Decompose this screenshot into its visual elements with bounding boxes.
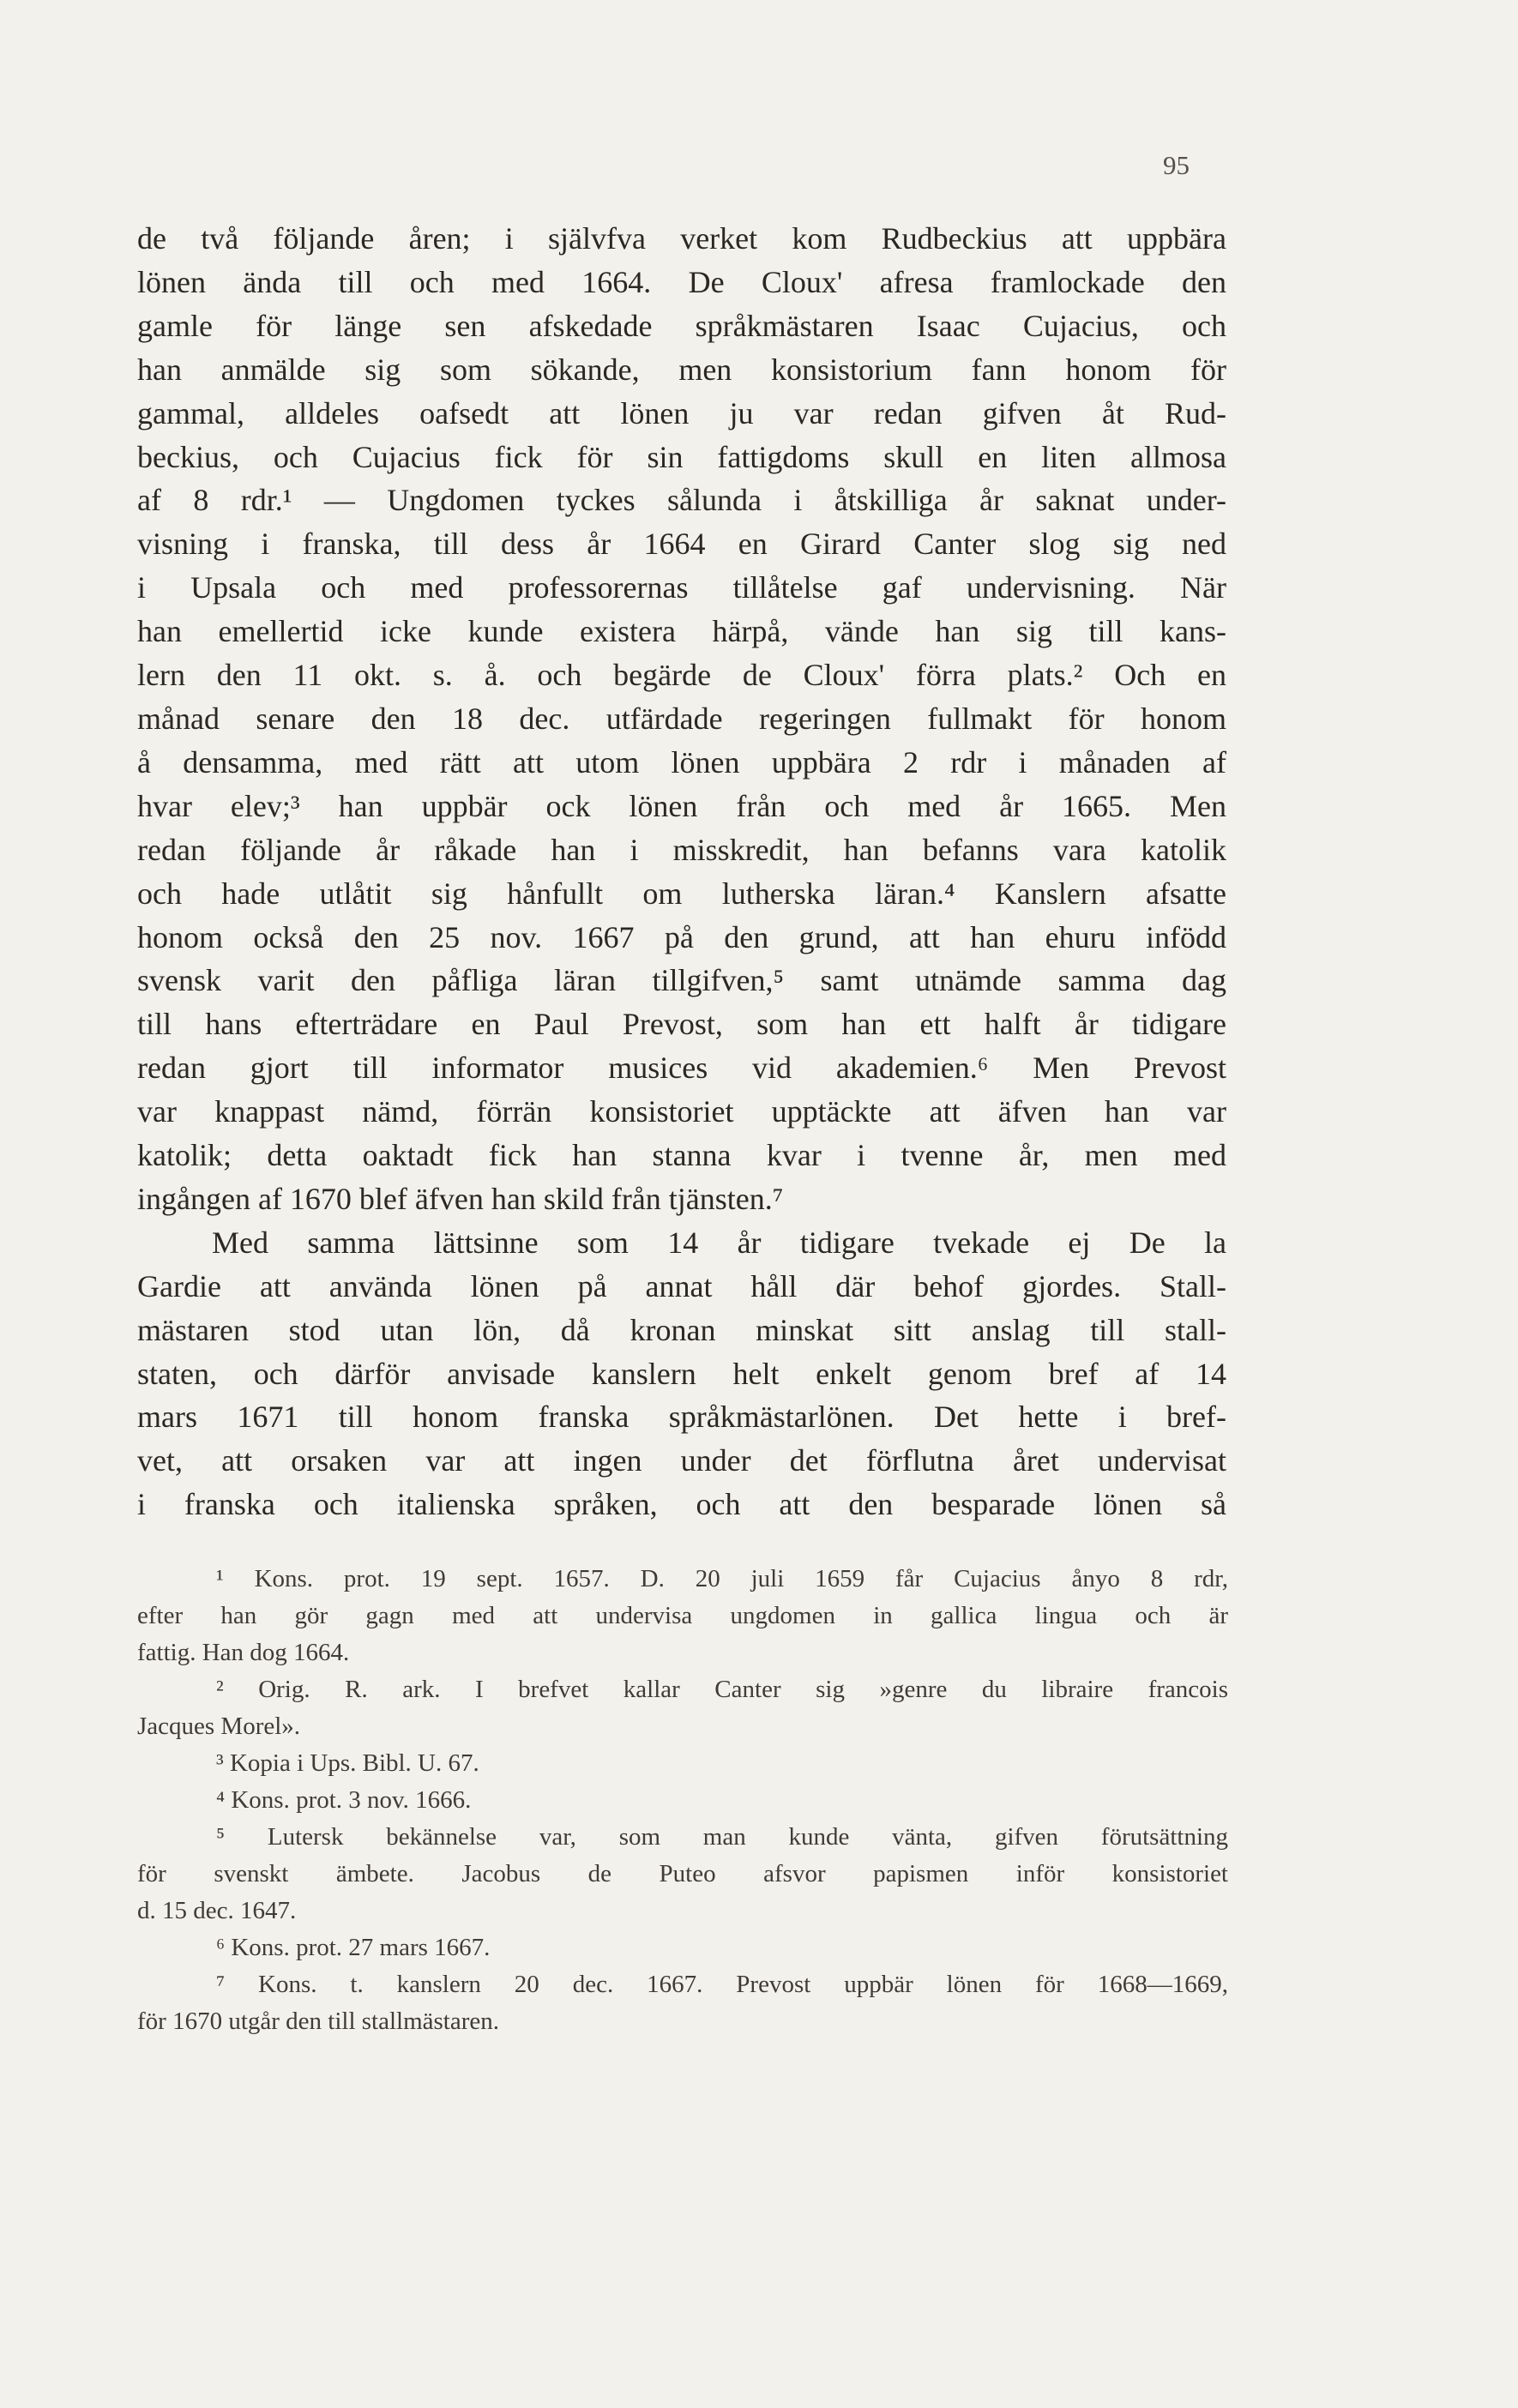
text-line: Gardie att använda lönen på annat håll där behof gjordes. Stall- [137, 1268, 1226, 1303]
body-text [137, 217, 1226, 1526]
text-line: af 8 rdr.¹ — Ungdomen tyckes sålunda i åtskilliga år saknat under- [137, 483, 1226, 518]
text-line: han anmälde sig som sökande, men konsistorium fann honom för [137, 352, 1226, 387]
text-line: han emellertid icke kunde existera härpå, vände han sig till kans- [137, 614, 1226, 649]
text-line: beckius, och Cujacius fick för sin fattigdoms skull en liten allmosa [137, 439, 1226, 474]
text-line: ingången af 1670 blef äfven han skild från tjänsten.⁷ [137, 1181, 784, 1216]
page-number: 95 [1163, 150, 1190, 180]
text-line: i Upsala och med professorernas tillåtelse gaf undervisning. När [137, 570, 1226, 605]
text-line: staten, och därför anvisade kanslern helt enkelt genom bref af 14 [137, 1356, 1226, 1391]
text-line: mars 1671 till honom franska språkmästarlönen. Det hette i bref- [137, 1400, 1226, 1435]
text-line: lönen ända till och med 1664. De Cloux' afresa framlockade den [137, 264, 1226, 299]
text-line: svensk varit den påfliga läran tillgifven,⁵ samt utnämde samma dag [137, 963, 1226, 998]
text-line: gammal, alldeles oafsedt att lönen ju var redan gifven åt Rud- [137, 395, 1226, 430]
footnote-line: ⁶ Kons. prot. 27 mars 1667. [216, 1934, 491, 1961]
footnote-line: för 1670 utgår den till stallmästaren. [137, 2008, 500, 2035]
footnote-line: ¹ Kons. prot. 19 sept. 1657. D. 20 juli 1659 får Cujacius ånyo 8 rdr, [216, 1565, 1228, 1592]
text-line: honom också den 25 nov. 1667 på den grund, att han ehuru infödd [137, 919, 1226, 954]
text-line: var knappast nämd, förrän konsistoriet upptäckte att äfven han var [137, 1094, 1226, 1129]
footnote-line: ⁵ Lutersk bekännelse var, som man kunde vänta, gifven förutsättning [216, 1823, 1228, 1851]
footnotes [137, 1561, 1228, 2040]
text-line: katolik; detta oaktadt fick han stanna kvar i tvenne år, men med [137, 1138, 1226, 1173]
text-line: och hade utlåtit sig hånfullt om lutherska läran.⁴ Kanslern afsatte [137, 876, 1226, 911]
footnote-line: d. 15 dec. 1647. [137, 1897, 297, 1924]
text-line: lern den 11 okt. s. å. och begärde de Cloux' förra plats.² Och en [137, 658, 1226, 693]
text-line: redan följande år råkade han i misskredit, han befanns vara katolik [137, 832, 1226, 867]
text-line: till hans efterträdare en Paul Prevost, som han ett halft år tidigare [137, 1007, 1226, 1042]
text-line: vet, att orsaken var att ingen under det förflutna året undervisat [137, 1443, 1226, 1478]
text-line: visning i franska, till dess år 1664 en Girard Canter slog sig ned [137, 527, 1226, 562]
footnote-line: efter han gör gagn med att undervisa ungdomen in gallica lingua och är [137, 1602, 1228, 1629]
footnote-line: ² Orig. R. ark. I brefvet kallar Canter sig »genre du libraire francois [216, 1676, 1228, 1703]
footnote-line: Jacques Morel». [137, 1713, 301, 1740]
text-line: i franska och italienska språken, och att den besparade lönen så [137, 1487, 1226, 1522]
text-line: redan gjort till informator musices vid akademien.⁶ Men Prevost [137, 1050, 1226, 1086]
text-line: Med samma lättsinne som 14 år tidigare tvekade ej De la [212, 1225, 1226, 1260]
text-line: å densamma, med rätt att utom lönen uppbära 2 rdr i månaden af [137, 744, 1226, 780]
text-line: månad senare den 18 dec. utfärdade regeringen fullmakt för honom [137, 701, 1226, 736]
footnote-line: ⁷ Kons. t. kanslern 20 dec. 1667. Prevost uppbär lönen för 1668—1669, [216, 1971, 1228, 1998]
text-line: gamle för länge sen afskedade språkmästaren Isaac Cujacius, och [137, 308, 1226, 343]
footnote-line: ³ Kopia i Ups. Bibl. U. 67. [216, 1749, 479, 1777]
footnote-line: för svenskt ämbete. Jacobus de Puteo afsvor papismen inför konsistoriet [137, 1860, 1228, 1887]
text-line: hvar elev;³ han uppbär ock lönen från och med år 1665. Men [137, 788, 1226, 823]
text-line: mästaren stod utan lön, då kronan minskat sitt anslag till stall- [137, 1312, 1226, 1347]
footnote-line: fattig. Han dog 1664. [137, 1639, 350, 1666]
text-line: de två följande åren; i självfva verket kom Rudbeckius att uppbära [137, 221, 1226, 256]
footnote-line: ⁴ Kons. prot. 3 nov. 1666. [216, 1786, 472, 1814]
